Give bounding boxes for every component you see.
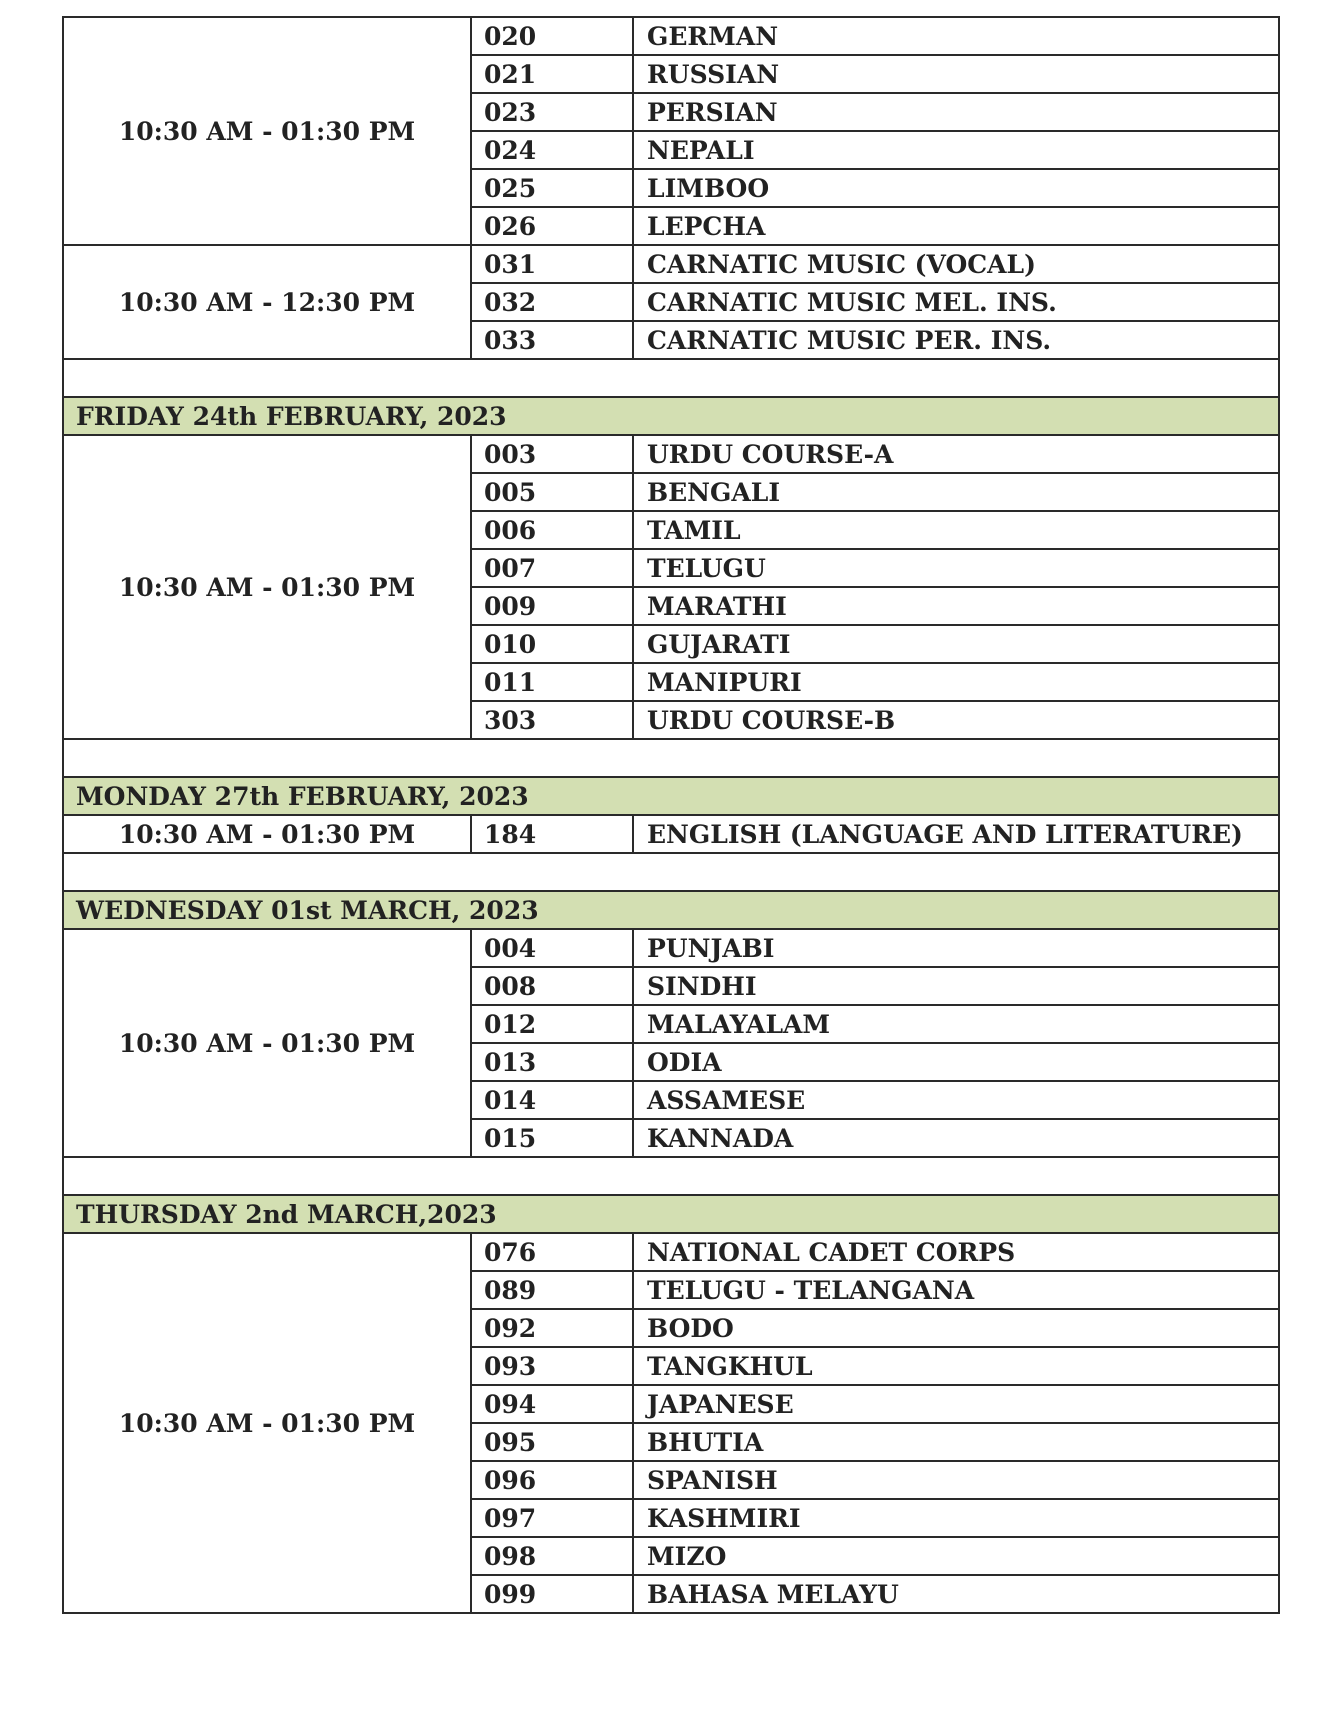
subject-name: CARNATIC MUSIC PER. INS. [633, 321, 1279, 359]
subject-name: URDU COURSE-A [633, 435, 1279, 473]
subject-name: NATIONAL CADET CORPS [633, 1233, 1279, 1271]
time-slot: 10:30 AM - 01:30 PM [63, 17, 471, 245]
day-header: MONDAY 27th FEBRUARY, 2023 [63, 777, 1279, 815]
subject-name: CARNATIC MUSIC MEL. INS. [633, 283, 1279, 321]
subject-code: 008 [471, 967, 633, 1005]
time-slot: 10:30 AM - 01:30 PM [63, 1233, 471, 1613]
subject-name: BODO [633, 1309, 1279, 1347]
subject-code: 005 [471, 473, 633, 511]
subject-name: TAMIL [633, 511, 1279, 549]
subject-code: 092 [471, 1309, 633, 1347]
subject-name: BAHASA MELAYU [633, 1575, 1279, 1613]
day-header-row [63, 397, 1279, 435]
subject-code: 021 [471, 55, 633, 93]
subject-code: 031 [471, 245, 633, 283]
subject-name: LEPCHA [633, 207, 1279, 245]
subject-name: GUJARATI [633, 625, 1279, 663]
subject-code: 097 [471, 1499, 633, 1537]
subject-row [63, 929, 1279, 967]
spacer-cell [63, 359, 1279, 397]
subject-name: TELUGU - TELANGANA [633, 1271, 1279, 1309]
subject-row [63, 17, 1279, 55]
exam-schedule-body [63, 17, 1279, 1613]
spacer-cell [63, 739, 1279, 777]
subject-name: BHUTIA [633, 1423, 1279, 1461]
subject-name: RUSSIAN [633, 55, 1279, 93]
subject-code: 025 [471, 169, 633, 207]
subject-code: 010 [471, 625, 633, 663]
subject-code: 095 [471, 1423, 633, 1461]
subject-name: KASHMIRI [633, 1499, 1279, 1537]
subject-code: 076 [471, 1233, 633, 1271]
subject-name: KANNADA [633, 1119, 1279, 1157]
subject-code: 096 [471, 1461, 633, 1499]
subject-name: ENGLISH (LANGUAGE AND LITERATURE) [633, 815, 1279, 853]
exam-schedule-table [62, 16, 1280, 1614]
subject-row [63, 435, 1279, 473]
subject-name: JAPANESE [633, 1385, 1279, 1423]
subject-name: ASSAMESE [633, 1081, 1279, 1119]
subject-row [63, 1233, 1279, 1271]
subject-code: 020 [471, 17, 633, 55]
spacer-cell [63, 1157, 1279, 1195]
subject-code: 093 [471, 1347, 633, 1385]
subject-code: 014 [471, 1081, 633, 1119]
subject-code: 024 [471, 131, 633, 169]
subject-name: MALAYALAM [633, 1005, 1279, 1043]
subject-row [63, 815, 1279, 853]
subject-code: 089 [471, 1271, 633, 1309]
subject-code: 004 [471, 929, 633, 967]
subject-name: BENGALI [633, 473, 1279, 511]
subject-name: PUNJABI [633, 929, 1279, 967]
subject-code: 007 [471, 549, 633, 587]
subject-code: 303 [471, 701, 633, 739]
time-slot: 10:30 AM - 12:30 PM [63, 245, 471, 359]
subject-code: 003 [471, 435, 633, 473]
spacer-cell [63, 853, 1279, 891]
subject-name: LIMBOO [633, 169, 1279, 207]
subject-name: MARATHI [633, 587, 1279, 625]
subject-code: 184 [471, 815, 633, 853]
day-header-row [63, 1195, 1279, 1233]
subject-name: MIZO [633, 1537, 1279, 1575]
day-header: FRIDAY 24th FEBRUARY, 2023 [63, 397, 1279, 435]
subject-name: GERMAN [633, 17, 1279, 55]
subject-name: URDU COURSE-B [633, 701, 1279, 739]
subject-name: NEPALI [633, 131, 1279, 169]
subject-code: 011 [471, 663, 633, 701]
spacer-row [63, 853, 1279, 891]
subject-code: 009 [471, 587, 633, 625]
subject-code: 032 [471, 283, 633, 321]
subject-code: 099 [471, 1575, 633, 1613]
time-slot: 10:30 AM - 01:30 PM [63, 435, 471, 739]
subject-code: 026 [471, 207, 633, 245]
day-header: THURSDAY 2nd MARCH,2023 [63, 1195, 1279, 1233]
subject-row [63, 245, 1279, 283]
subject-code: 006 [471, 511, 633, 549]
time-slot: 10:30 AM - 01:30 PM [63, 929, 471, 1157]
subject-code: 015 [471, 1119, 633, 1157]
day-header-row [63, 891, 1279, 929]
subject-code: 013 [471, 1043, 633, 1081]
time-slot: 10:30 AM - 01:30 PM [63, 815, 471, 853]
day-header: WEDNESDAY 01st MARCH, 2023 [63, 891, 1279, 929]
spacer-row [63, 359, 1279, 397]
subject-code: 012 [471, 1005, 633, 1043]
subject-name: TANGKHUL [633, 1347, 1279, 1385]
subject-name: TELUGU [633, 549, 1279, 587]
subject-code: 098 [471, 1537, 633, 1575]
subject-name: SPANISH [633, 1461, 1279, 1499]
day-header-row [63, 777, 1279, 815]
subject-code: 023 [471, 93, 633, 131]
subject-code: 094 [471, 1385, 633, 1423]
subject-code: 033 [471, 321, 633, 359]
spacer-row [63, 1157, 1279, 1195]
subject-name: CARNATIC MUSIC (VOCAL) [633, 245, 1279, 283]
subject-name: MANIPURI [633, 663, 1279, 701]
subject-name: SINDHI [633, 967, 1279, 1005]
subject-name: PERSIAN [633, 93, 1279, 131]
spacer-row [63, 739, 1279, 777]
subject-name: ODIA [633, 1043, 1279, 1081]
